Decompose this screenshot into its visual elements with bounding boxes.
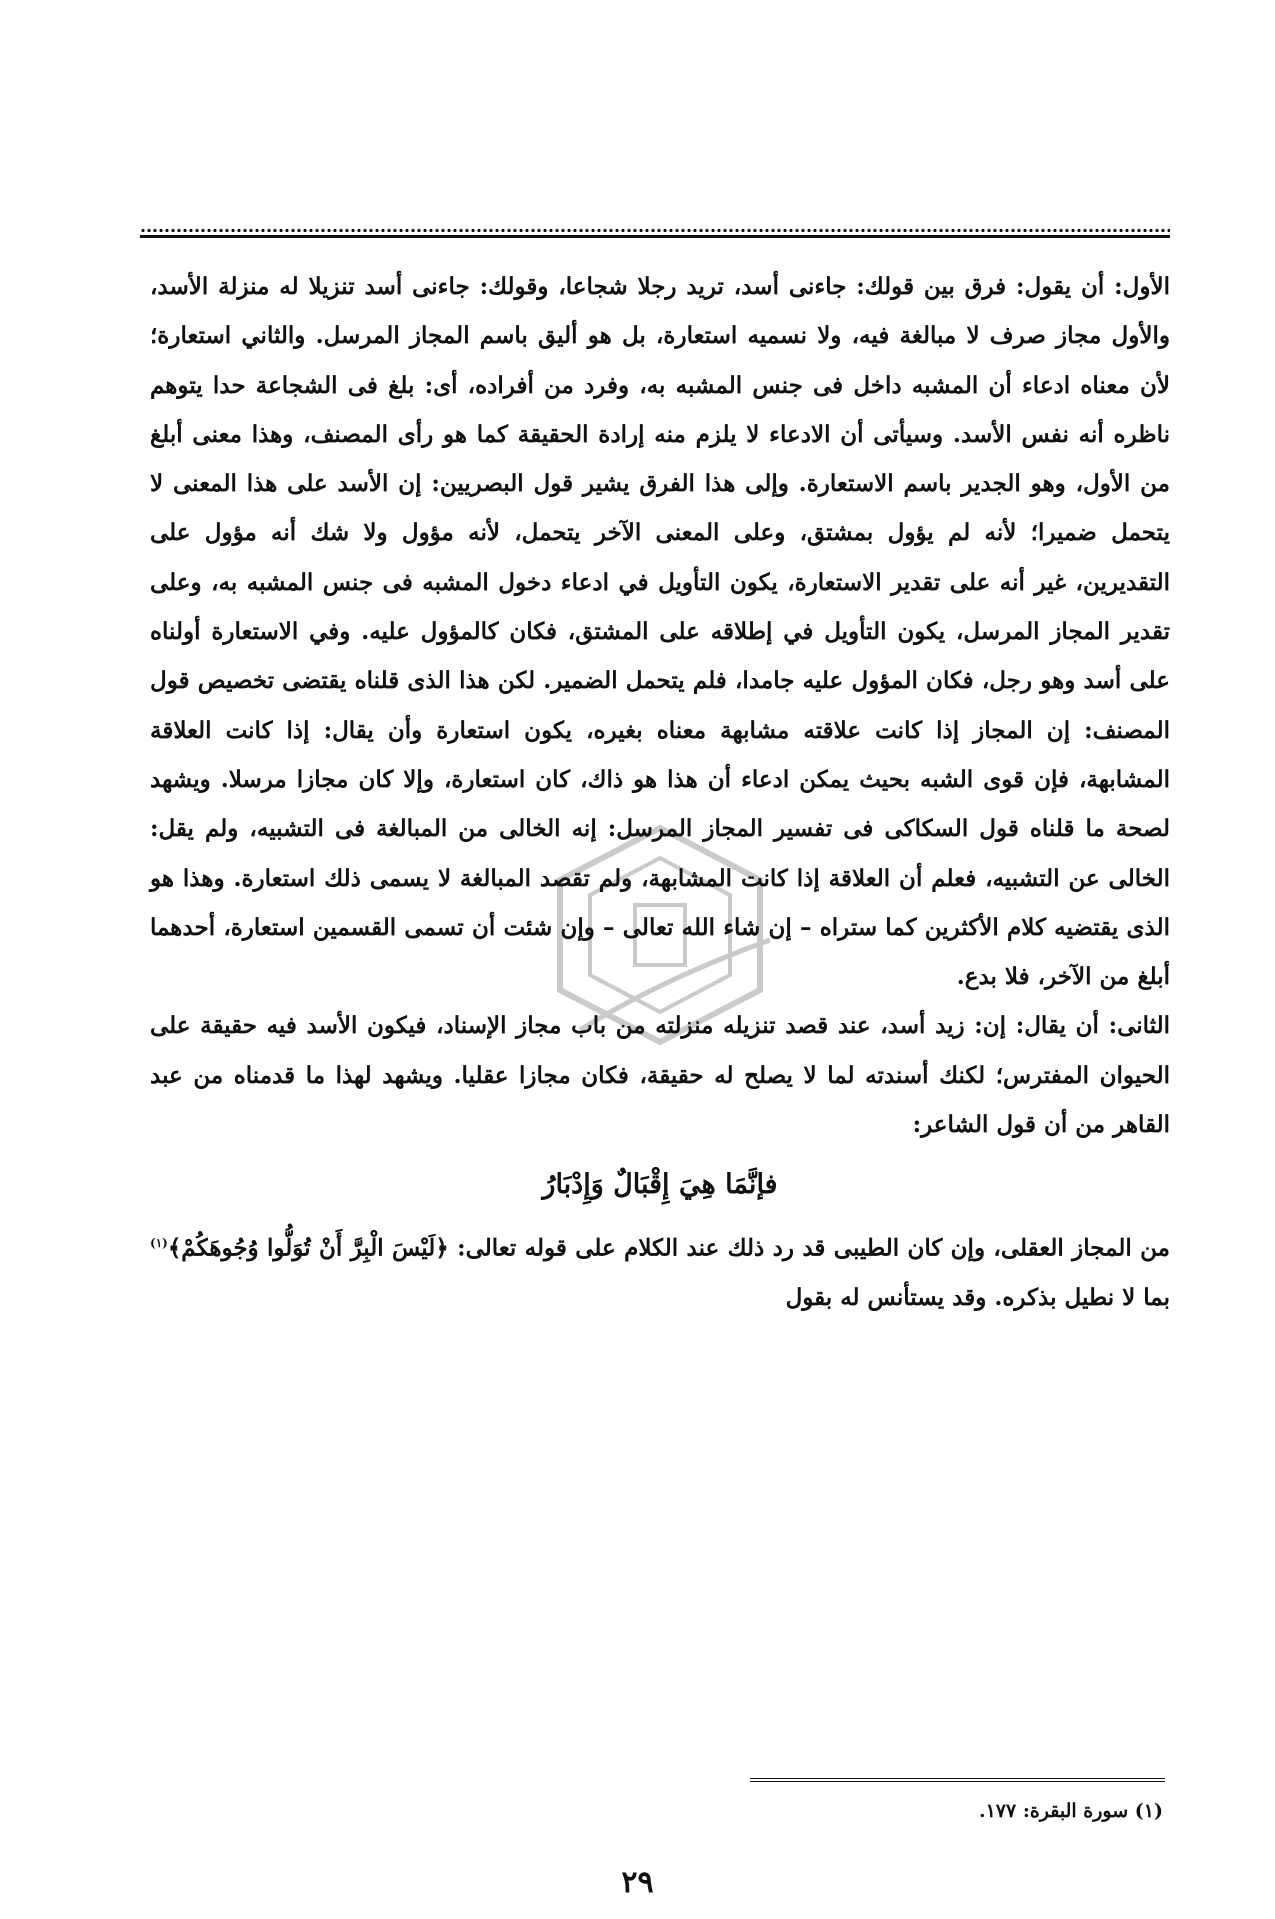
paragraph-first-text: أن يقول: فرق بين قولك: جاءنى أسد، تريد رجلا شجاعا، وقولك: جاءنى أسد تنزيلا له منزلة الأسد، والأول مجاز صرف لا مبالغة فيه، ولا نسميه استعارة، بل هو أليق باسم المجاز المرسل. والثاني استعارة؛ لأن معناه ادعاء أن المشبه داخل فى جنس المشبه به، وفرد من أفراده، أى: بلغ فى الشجاعة حدا يتوهم ناظره أنه نفس الأسد. وسيأتى أن الادعاء لا يلزم منه إرادة الحقيقة كما هو رأى المصنف، وهذا معنى أبلغ من الأول، وهو الجدير باسم الاستعارة. وإلى هذا الفرق يشير قول البصريين: إن الأسد على هذا المعنى لا يتحمل ضميرا؛ لأنه لم يؤول بمشتق، وعلى المعنى الآخر يتحمل، لأنه مؤول ولا شك أنه مؤول على التقديرين، غير أنه على تقدير الاستعارة، يكون التأويل في ادعاء دخول المشبه فى جنس المشبه به، وعلى تقدير المجاز المرسل، يكون التأويل في إطلاقه على المشتق، فكان كالمؤول عليه. وفي الاستعارة أولناه على أسد وهو رجل، فكان المؤول عليه جامدا، فلم يتحمل الضمير. لكن هذا الذى قلناه يقتضى تخصيص قول المصنف: إن المجاز إذا كانت علاقته مشابهة معناه بغيره، يكون استعارة وأن يقال: إذا كانت العلاقة المشابهة، فإن قوى الشبه بحيث يمكن ادعاء أن هذا هو ذاك، كان استعارة، وإلا كان مجازا مرسلا. ويشهد لصحة ما قلناه قول السكاكى فى تفسير المجاز المرسل: إنه الخالى من المبالغة فى التشبيه، ولم يقل: الخالى عن التشبيه، فعلم أن العلاقة إذا كانت المشابهة، ولم تقصد المبالغة لا يسمى ذلك استعارة. وهذا هو الذى يقتضيه كلام الأكثرين كما ستراه – إن شاء الله تعالى – وإن شئت أن تسمى القسمين استعارة، أحدهما أبلغ من الآخر، فلا بدع.: [150, 273, 1170, 991]
paragraph-third: [150, 1219, 1170, 1322]
paragraph-second: [150, 1001, 1170, 1149]
header-dotted-line: [140, 228, 1170, 233]
paragraph-third-text-end: بما لا نطيل بذكره. وقد يستأنس له بقول: [785, 1284, 1170, 1312]
main-text: [150, 262, 1170, 1323]
header-solid-line: [140, 235, 1170, 238]
paragraph-second-text: أن يقال: إن: زيد أسد، عند قصد تنزيله منزلته من باب مجاز الإسناد، فيكون الأسد فيه حقيقة على الحيوان المفترس؛ لكنك أسندته لما لا يصلح له حقيقة، فكان مجازا عقليا. ويشهد لهذا ما قدمناه من عبد القاهر من أن قول الشاعر:: [150, 1012, 1170, 1139]
footnote-rule: [750, 1778, 1165, 1782]
footnote: (١) سورة البقرة: ١٧٧.: [978, 1800, 1163, 1822]
paragraph-third-text-start: من المجاز العقلى، وإن كان الطيبى قد رد ذلك عند الكلام على قوله تعالى:: [448, 1235, 1170, 1262]
quran-quote: ﴿لَيْسَ الْبِرَّ أَنْ تُوَلُّوا وُجُوهَكُمْ﴾: [167, 1235, 449, 1262]
poetry-verse: فإنَّمَا هِيَ إِقْبَالٌ وَإِدْبَارُ: [542, 1169, 778, 1201]
footnote-marker[interactable]: (١): [150, 1236, 168, 1251]
header-rule: [140, 228, 1170, 240]
page-number: ٢٩: [621, 1865, 654, 1900]
paragraph-first-lead: الأول:: [1114, 273, 1170, 300]
paragraph-second-lead: الثانى:: [1108, 1012, 1170, 1040]
paragraph-first: [150, 262, 1170, 1001]
